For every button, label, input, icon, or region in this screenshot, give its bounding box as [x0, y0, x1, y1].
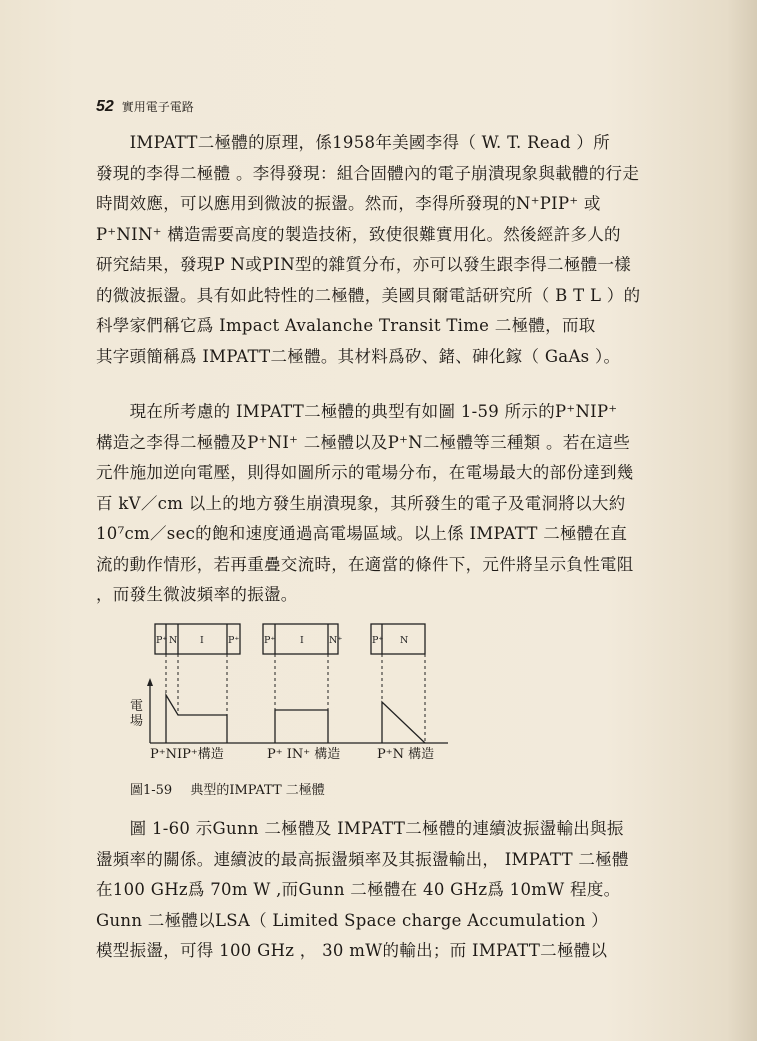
text-line: P⁺NIN⁺ 構造需要高度的製造技術，致使很難實用化。然後經許多人的	[96, 224, 621, 244]
text-line: 時間效應，可以應用到微波的振盪。然而，李得所發現的N⁺PIP⁺ 或	[96, 194, 601, 213]
diagram-label-pin: P⁺ IN⁺ 構造	[267, 747, 341, 762]
text-line: 科學家們稱它爲 Impact Avalanche Transit Time 二極體，而取	[96, 316, 596, 335]
svg-text:P⁺: P⁺	[372, 635, 384, 646]
text-line: 在100 GHz爲 70m W ,而Gunn 二極體在 40 GHz爲 10mW 程度。	[96, 880, 621, 899]
page-header	[96, 98, 194, 116]
svg-text:P⁺: P⁺	[228, 635, 240, 646]
running-title: 實用電子電路	[121, 100, 194, 114]
text-line: ，而發生微波頻率的振盪。	[96, 585, 298, 604]
paragraph-impatt-types	[96, 397, 662, 611]
text-line: 其字頭簡稱爲 IMPATT二極體。其材料爲矽、鍺、砷化鎵（ GaAs ）。	[96, 346, 621, 366]
text-line: 構造之李得二極體及P⁺NI⁺ 二極體以及P⁺N二極體等三種類 。若在這些	[96, 432, 631, 452]
page-number: 52	[96, 98, 114, 115]
text-line: 模型振盪，可得 100 GHz ， 30 mW的輸出；而 IMPATT二極體以	[96, 941, 608, 960]
svg-text:N: N	[400, 635, 409, 646]
text-line: 流的動作情形，若再重疊交流時，在適當的條件下，元件將呈示負性電阻	[96, 554, 634, 574]
figure-caption-text: 典型的IMPATT 二極體	[190, 783, 325, 798]
svg-text:I: I	[300, 635, 304, 646]
text-line: 發現的李得二極體 。李得發現：組合固體內的電子崩潰現象與載體的行走	[96, 163, 640, 183]
svg-text:P⁺: P⁺	[264, 635, 276, 646]
text-line: 現在所考慮的 IMPATT二極體的典型有如圖 1-59 所示的P⁺NIP⁺	[96, 402, 618, 421]
paragraph-gunn-impatt-comparison	[96, 814, 662, 967]
svg-text:P⁺: P⁺	[156, 635, 168, 646]
y-axis-label: 電場	[130, 699, 144, 729]
impatt-field-diagram	[130, 622, 450, 762]
figure-1-59	[130, 622, 450, 762]
paragraph-impatt-principle	[96, 128, 662, 372]
figure-caption	[130, 779, 325, 798]
svg-text:I: I	[200, 635, 204, 646]
diagram-label-pn: P⁺N 構造	[377, 747, 435, 762]
text-line: 10⁷cm／sec的飽和速度通過高電場區域。以上係 IMPATT 二極體在直	[96, 524, 628, 543]
text-line: 盪頻率的關係。連續波的最高振盪頻率及其振盪輸出， IMPATT 二極體	[96, 849, 629, 869]
figure-number: 圖1-59	[130, 783, 173, 798]
svg-text:N⁺: N⁺	[329, 635, 343, 646]
text-line: 的微波振盪。具有如此特性的二極體，美國貝爾電話研究所（ B T L ）的	[96, 285, 641, 305]
diagram-label-pnip: P⁺NIP⁺構造	[150, 747, 224, 762]
svg-text:N: N	[169, 635, 178, 646]
text-line: 圖 1-60 示Gunn 二極體及 IMPATT二極體的連續波振盪輸出與振	[96, 819, 624, 838]
text-line: 研究結果，發現P N或PIN型的雜質分布，亦可以發生跟李得二極體一樣	[96, 255, 632, 274]
text-line: 百 kV／cm 以上的地方發生崩潰現象，其所發生的電子及電洞將以大約	[96, 493, 626, 513]
text-line: 元件施加逆向電壓，則得如圖所示的電場分布，在電場最大的部份達到幾	[96, 463, 634, 482]
text-line: IMPATT二極體的原理，係1958年美國李得（ W. T. Read ）所	[96, 133, 611, 152]
text-line: Gunn 二極體以LSA（ Limited Space charge Accumulation ）	[96, 910, 609, 930]
